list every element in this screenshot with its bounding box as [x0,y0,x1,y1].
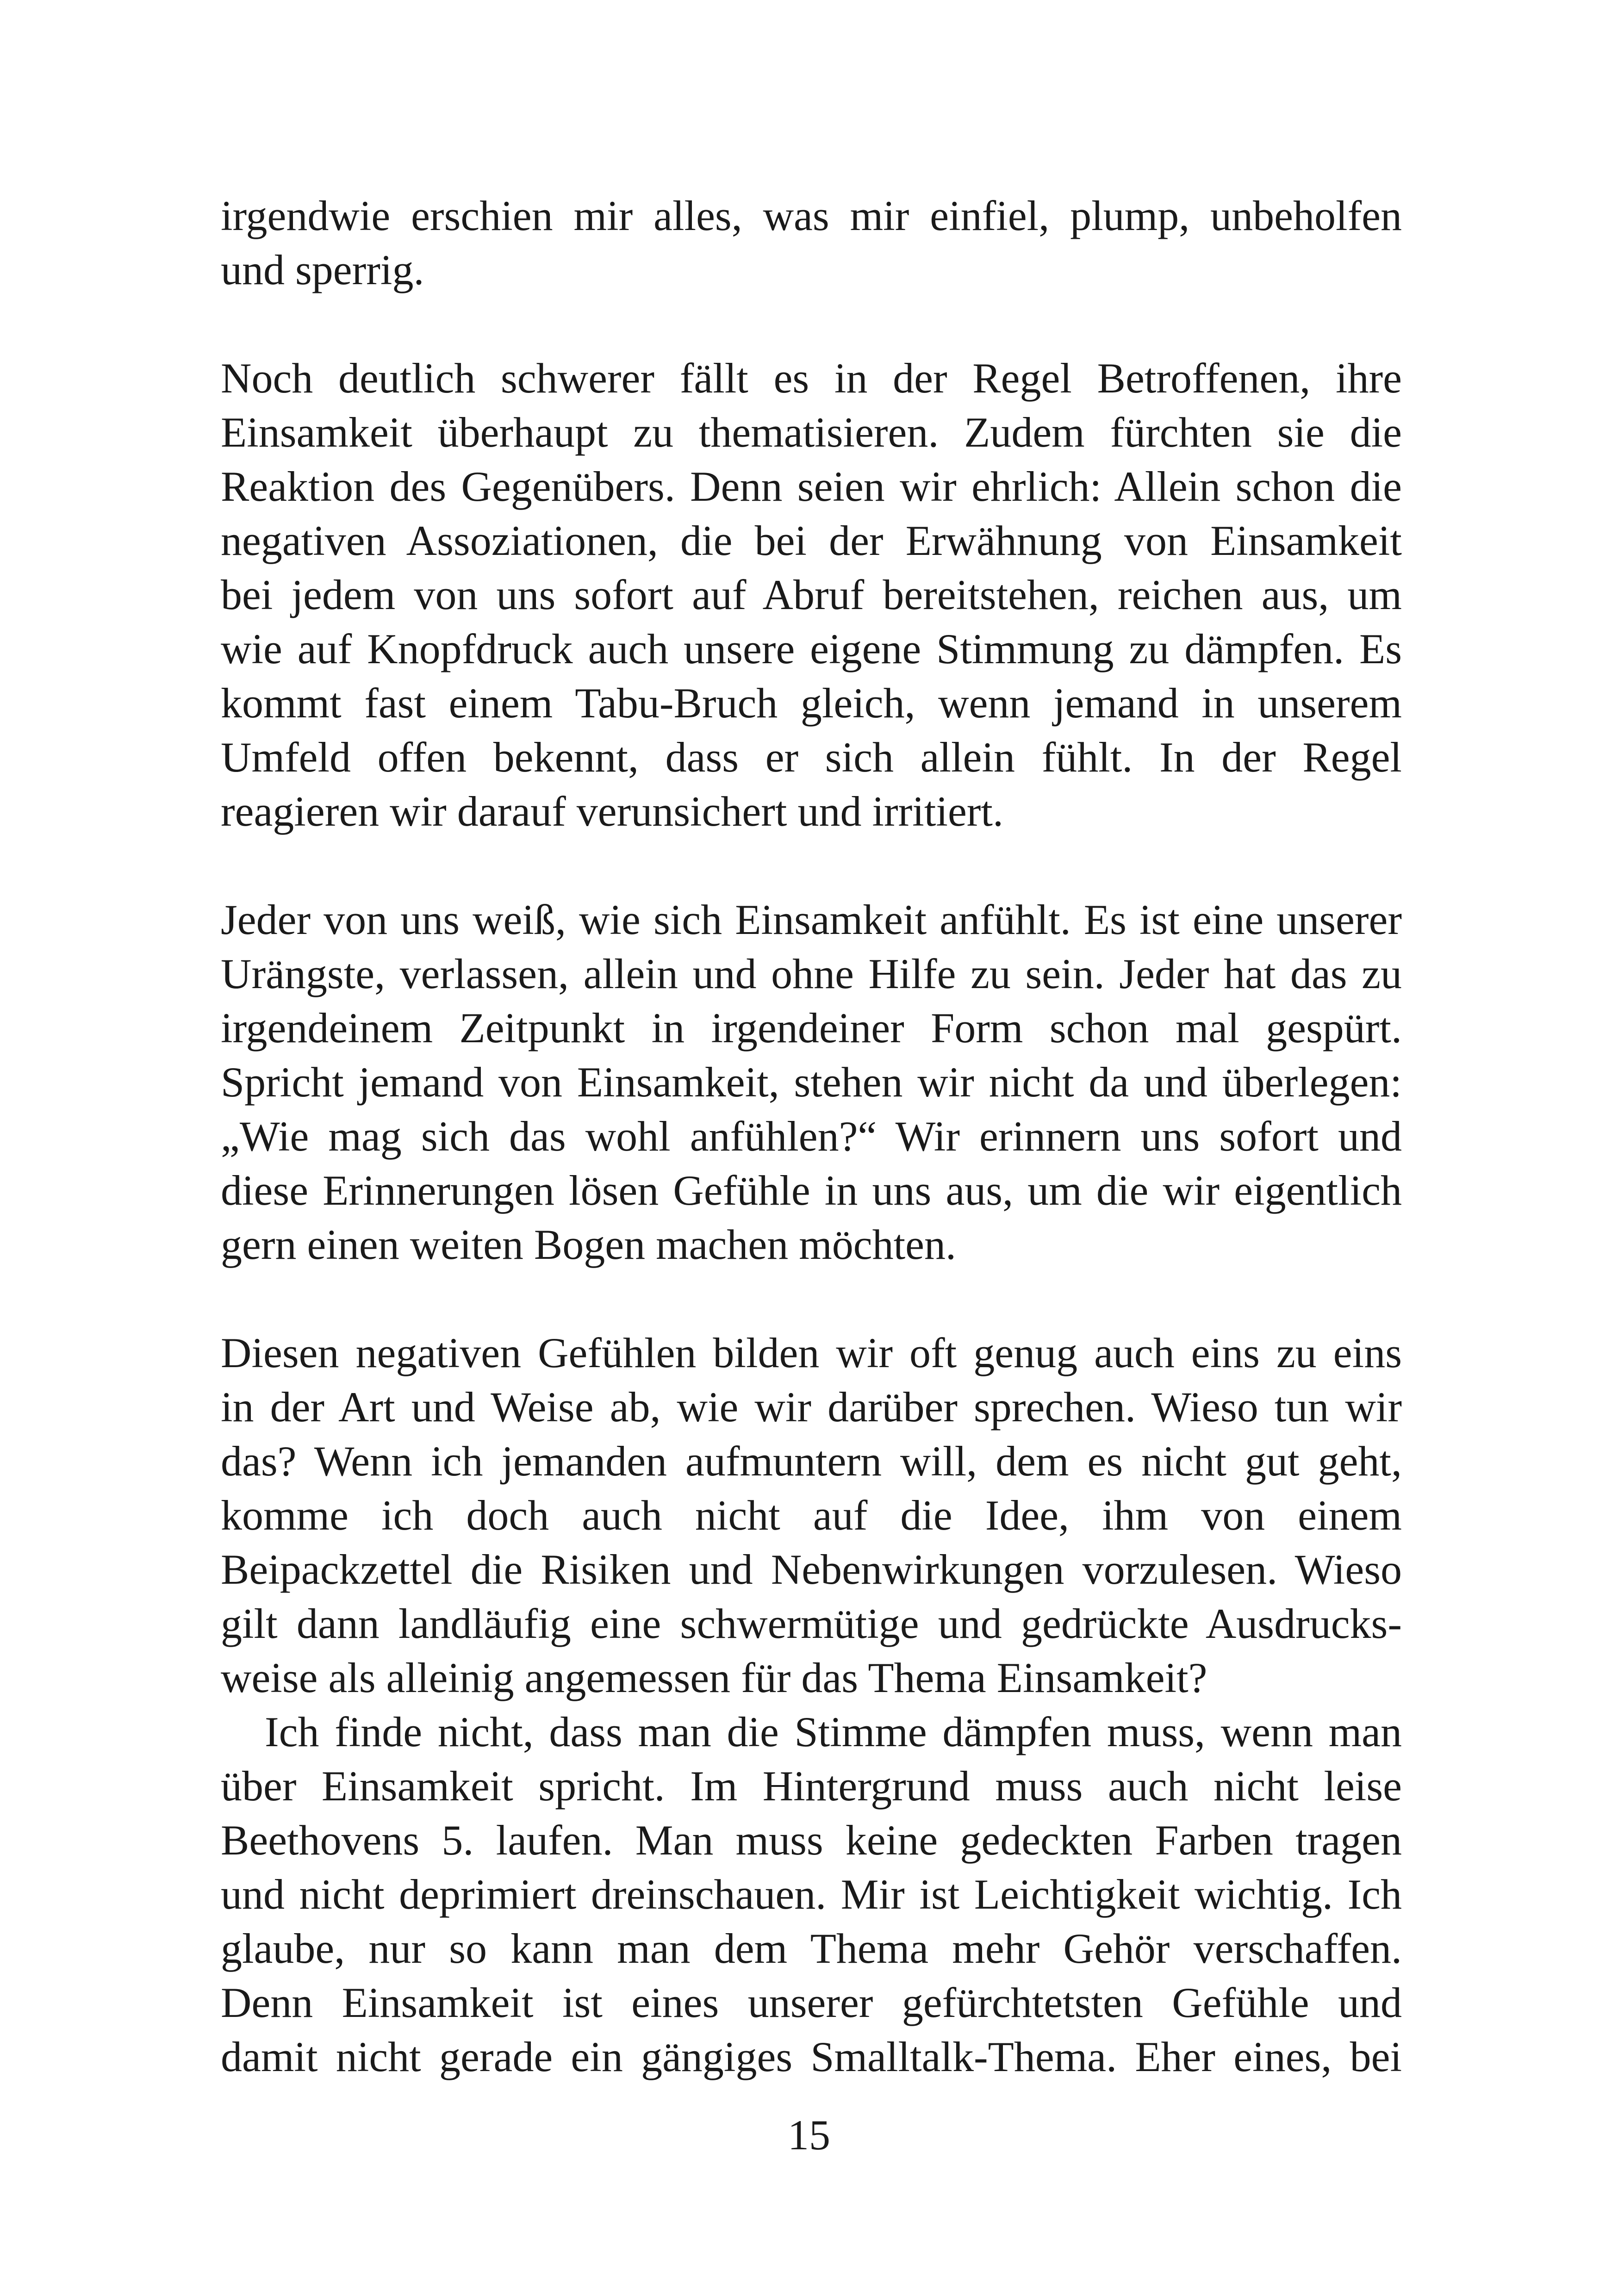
text-line: Spricht jemand von Einsamkeit, stehen wir nicht da und überlegen: [221,1058,1402,1106]
text-line: in der Art und Weise ab, wie wir darüber sprechen. Wieso tun wir [221,1383,1402,1431]
text-line: weise als alleinig angemessen für das Thema Einsamkeit? [221,1654,1207,1701]
text-line: irgendwie erschien mir alles, was mir einfiel, plump, unbeholfen [221,192,1402,239]
text-line: Ich finde nicht, dass man die Stimme dämpfen muss, wenn man [265,1708,1402,1755]
text-line: gern einen weiten Bogen machen möchten. [221,1221,956,1268]
text-line: kommt fast einem Tabu-Bruch gleich, wenn jemand in unserem [221,679,1402,727]
text-line: wie auf Knopfdruck auch unsere eigene Stimmung zu dämpfen. Es [221,625,1402,672]
paragraph-4 [221,1326,1402,1705]
text-line: Urängste, verlassen, allein und ohne Hilfe zu sein. Jeder hat das zu [221,950,1402,997]
text-line: Einsamkeit überhaupt zu thematisieren. Zudem fürchten sie die [221,409,1402,456]
text-line: bei jedem von uns sofort auf Abruf bereitstehen, reichen aus, um [221,571,1402,618]
paragraph-gap [221,297,1402,351]
paragraph-gap [221,839,1402,893]
text-line: Reaktion des Gegenübers. Denn seien wir ehrlich: Allein schon die [221,463,1402,510]
text-line: damit nicht gerade ein gängiges Smalltalk-Thema. Eher eines, bei [221,2033,1402,2080]
text-line: und sperrig. [221,246,424,293]
paragraph-gap [221,1272,1402,1326]
paragraph-5 [221,1705,1402,2084]
text-line: Noch deutlich schwerer fällt es in der Regel Betroffenen, ihre [221,355,1402,402]
text-line: „Wie mag sich das wohl anfühlen?“ Wir erinnern uns sofort und [221,1113,1402,1160]
page-number: 15 [788,2111,830,2159]
text-line: Umfeld offen bekennt, dass er sich allein fühlt. In der Regel [221,734,1402,781]
text-line: Beethovens 5. laufen. Man muss keine gedeckten Farben tragen [221,1817,1402,1864]
text-line: Beipackzettel die Risiken und Nebenwirkungen vorzulesen. Wieso [221,1546,1402,1593]
paragraph-3 [221,893,1402,1272]
body-text [221,189,1402,2084]
text-line: glaube, nur so kann man dem Thema mehr Gehör verschaffen. [221,1925,1402,1972]
text-line: reagieren wir darauf verunsichert und irritiert. [221,788,1003,835]
text-line: diese Erinnerungen lösen Gefühle in uns aus, um die wir eigentlich [221,1167,1402,1214]
text-line: Jeder von uns weiß, wie sich Einsamkeit anfühlt. Es ist eine unserer [221,896,1402,943]
text-line: komme ich doch auch nicht auf die Idee, ihm von einem [221,1492,1402,1539]
text-line: gilt dann landläufig eine schwermütige und gedrückte Ausdrucks- [221,1600,1402,1647]
text-line: irgendeinem Zeitpunkt in irgendeiner Form schon mal gespürt. [221,1004,1402,1052]
text-line: Diesen negativen Gefühlen bilden wir oft genug auch eins zu eins [221,1329,1402,1376]
paragraph-1 [221,189,1402,297]
text-line: Denn Einsamkeit ist eines unserer gefürchtetsten Gefühle und [221,1979,1402,2026]
text-line: negativen Assoziationen, die bei der Erwähnung von Einsamkeit [221,517,1402,564]
text-line: und nicht deprimiert dreinschauen. Mir ist Leichtigkeit wichtig. Ich [221,1871,1402,1918]
paragraph-2 [221,351,1402,839]
text-line: das? Wenn ich jemanden aufmuntern will, dem es nicht gut geht, [221,1437,1402,1485]
text-line: über Einsamkeit spricht. Im Hintergrund muss auch nicht leise [221,1762,1402,1810]
